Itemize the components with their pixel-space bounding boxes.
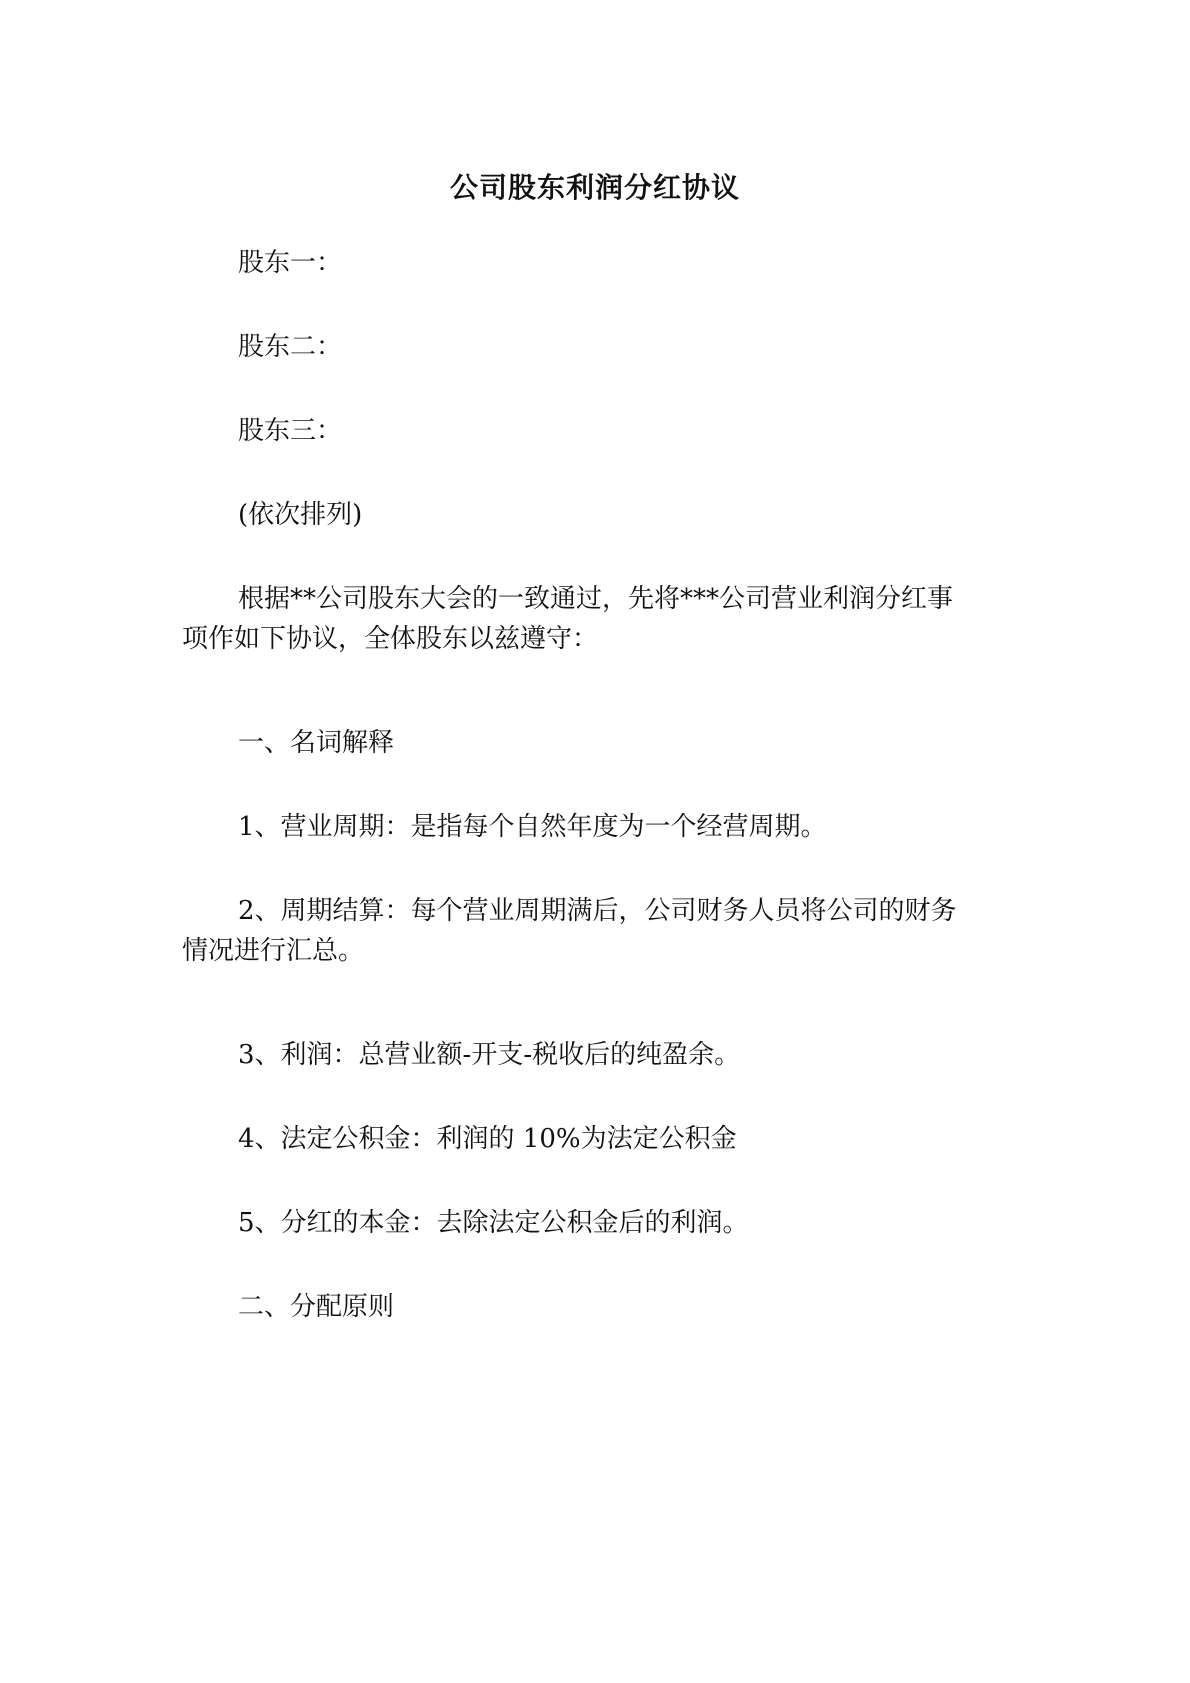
intro-paragraph [182,579,1012,659]
definition-item-3: 3、利润：总营业额-开支-税收后的纯盈余。 [238,1040,741,1070]
definition-item-5: 5、分红的本金：去除法定公积金后的利润。 [238,1208,749,1238]
shareholder-three-label: 股东三： [238,416,343,446]
definition-item-2-line-2: 情况进行汇总。 [182,936,365,966]
shareholder-one-label: 股东一： [238,248,343,278]
section-2-heading: 二、分配原则 [238,1292,395,1322]
intro-line-1: 根据**公司股东大会的一致通过，先将***公司营业利润分红事 [238,584,954,614]
section-1-heading: 一、名词解释 [238,728,395,758]
definition-item-1: 1、营业周期：是指每个自然年度为一个经营周期。 [238,812,827,842]
order-note: (依次排列) [238,500,363,530]
definition-item-2-line-1: 2、周期结算：每个营业周期满后，公司财务人员将公司的财务 [238,896,957,926]
intro-line-2: 项作如下协议，全体股东以兹遵守： [182,624,599,654]
shareholder-two-label: 股东二： [238,332,343,362]
document-title: 公司股东利润分红协议 [449,171,740,204]
definition-item-2 [182,891,1012,971]
definition-item-4: 4、法定公积金：利润的 10%为法定公积金 [238,1124,737,1154]
